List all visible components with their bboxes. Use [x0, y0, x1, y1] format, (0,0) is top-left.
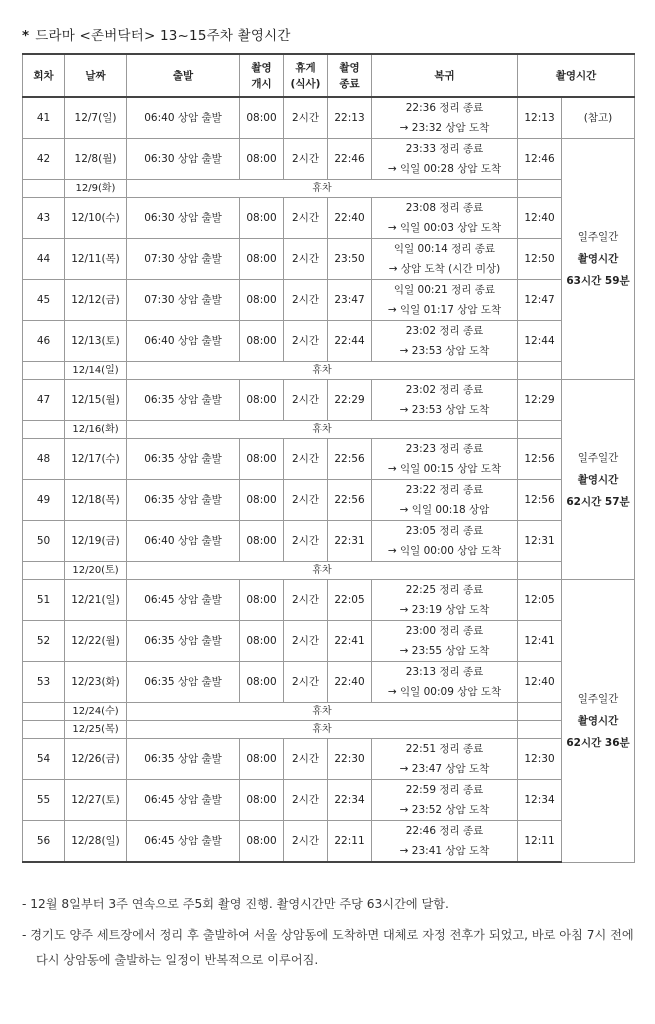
week-summary — [562, 97, 635, 139]
row-departure: 06:45 상암 출발 — [127, 780, 240, 821]
header-start-line2: 개시 — [251, 77, 272, 90]
row-no: 46 — [23, 321, 65, 362]
week-summary-line: 63시간 59분 — [566, 275, 630, 287]
row-break: 2시간 — [284, 621, 328, 662]
return-wrap-time: 23:00 정리 종료 — [405, 625, 484, 637]
row-break: 2시간 — [284, 139, 328, 180]
row-break: 2시간 — [284, 380, 328, 421]
row-end: 22:41 — [328, 621, 372, 662]
header-start-line1: 촬영 — [251, 61, 272, 74]
row-return — [372, 662, 518, 703]
return-wrap-time: 23:08 정리 종료 — [405, 202, 484, 214]
return-wrap-time: 23:33 정리 종료 — [405, 143, 484, 155]
return-wrap-time: 익일 00:21 정리 종료 — [393, 284, 496, 296]
row-end: 22:13 — [328, 97, 372, 139]
row-date: 12/28(일) — [65, 821, 127, 863]
shoot-day-row — [23, 780, 635, 821]
row-date: 12/10(수) — [65, 198, 127, 239]
week-summary-line: 62시간 57분 — [566, 495, 630, 508]
row-departure: 06:30 상암 출발 — [127, 139, 240, 180]
shoot-day-row — [23, 662, 635, 703]
return-arrival: → 익일 00:09 상암 도착 — [387, 686, 502, 698]
row-no: 53 — [23, 662, 65, 703]
row-no: 42 — [23, 139, 65, 180]
row-departure: 06:40 상암 출발 — [127, 321, 240, 362]
row-no: 50 — [23, 521, 65, 562]
rest-label: 휴차 — [127, 421, 518, 439]
row-return — [372, 198, 518, 239]
footnotes — [22, 892, 642, 979]
row-end: 22:30 — [328, 739, 372, 780]
shoot-day-row — [23, 739, 635, 780]
row-departure: 06:35 상암 출발 — [127, 480, 240, 521]
rest-label: 휴차 — [127, 562, 518, 580]
row-end: 22:56 — [328, 439, 372, 480]
row-departure: 06:40 상암 출발 — [127, 97, 240, 139]
row-break: 2시간 — [284, 280, 328, 321]
row-hours: 12:11 — [518, 821, 562, 863]
row-hours: 12:41 — [518, 621, 562, 662]
header-return: 복귀 — [372, 54, 518, 97]
footnote-1: - 12월 8일부터 3주 연속으로 주5회 촬영 진행. 촬영시간만 주당 63시간에 달함. — [22, 897, 449, 911]
row-break: 2시간 — [284, 739, 328, 780]
row-break: 2시간 — [284, 821, 328, 863]
return-arrival: → 23:41 상암 도착 — [399, 845, 490, 857]
row-return — [372, 480, 518, 521]
return-arrival: → 23:19 상암 도착 — [399, 604, 490, 616]
row-hours — [518, 703, 562, 721]
row-end: 23:50 — [328, 239, 372, 280]
row-start: 08:00 — [240, 521, 284, 562]
header-start — [240, 54, 284, 97]
footnote-2: - 경기도 양주 세트장에서 정리 후 출발하여 서울 상암동에 도착하면 대체로 자정 전후가 되었고, 바로 아침 7시 전에 다시 상암동에 출발하는 일정이 반복적으로 이루어짐. — [22, 928, 634, 967]
shoot-day-row — [23, 480, 635, 521]
row-date: 12/23(화) — [65, 662, 127, 703]
rest-label: 휴차 — [127, 362, 518, 380]
row-hours: 12:30 — [518, 739, 562, 780]
shoot-day-row — [23, 198, 635, 239]
row-no: 55 — [23, 780, 65, 821]
return-arrival: → 익일 00:28 상암 도착 — [387, 163, 502, 175]
rest-day-row — [23, 362, 635, 380]
row-end: 22:46 — [328, 139, 372, 180]
row-start: 08:00 — [240, 280, 284, 321]
return-wrap-time: 23:13 정리 종료 — [405, 666, 484, 678]
row-start: 08:00 — [240, 198, 284, 239]
row-hours: 12:47 — [518, 280, 562, 321]
row-hours — [518, 362, 562, 380]
row-no: 56 — [23, 821, 65, 863]
row-return — [372, 380, 518, 421]
row-start: 08:00 — [240, 780, 284, 821]
return-wrap-time: 23:02 정리 종료 — [405, 384, 484, 396]
row-no: 48 — [23, 439, 65, 480]
row-date: 12/8(월) — [65, 139, 127, 180]
row-departure: 06:30 상암 출발 — [127, 198, 240, 239]
row-no: 51 — [23, 580, 65, 621]
row-start: 08:00 — [240, 380, 284, 421]
row-date: 12/17(수) — [65, 439, 127, 480]
row-return — [372, 139, 518, 180]
week-summary — [562, 380, 635, 580]
row-hours — [518, 721, 562, 739]
row-start: 08:00 — [240, 662, 284, 703]
week-summary — [562, 139, 635, 380]
week-summary-line: 일주일간 — [577, 231, 619, 243]
row-departure: 06:35 상암 출발 — [127, 739, 240, 780]
return-wrap-time: 23:23 정리 종료 — [405, 443, 484, 455]
week-summary-line: 일주일간 — [577, 692, 619, 705]
row-date: 12/16(화) — [65, 421, 127, 439]
row-no: 41 — [23, 97, 65, 139]
row-end: 22:40 — [328, 198, 372, 239]
row-hours: 12:29 — [518, 380, 562, 421]
rest-label: 휴차 — [127, 721, 518, 739]
row-date: 12/24(수) — [65, 703, 127, 721]
return-arrival: → 익일 00:15 상암 도착 — [387, 463, 502, 475]
return-wrap-time: 익일 00:14 정리 종료 — [393, 243, 496, 255]
row-date: 12/7(일) — [65, 97, 127, 139]
row-start: 08:00 — [240, 580, 284, 621]
row-hours: 12:40 — [518, 662, 562, 703]
rest-day-row — [23, 421, 635, 439]
row-date: 12/21(일) — [65, 580, 127, 621]
return-wrap-time: 23:05 정리 종료 — [405, 525, 484, 537]
return-arrival: → 익일 00:18 상암 — [399, 504, 490, 516]
return-arrival: → 익일 00:00 상암 도착 — [387, 545, 502, 557]
row-date: 12/11(목) — [65, 239, 127, 280]
header-departure: 출발 — [127, 54, 240, 97]
row-start: 08:00 — [240, 97, 284, 139]
row-hours: 12:46 — [518, 139, 562, 180]
row-departure: 06:35 상암 출발 — [127, 621, 240, 662]
row-date: 12/22(월) — [65, 621, 127, 662]
row-no — [23, 721, 65, 739]
return-arrival: → 23:53 상암 도착 — [399, 345, 490, 357]
row-no: 52 — [23, 621, 65, 662]
row-date: 12/15(월) — [65, 380, 127, 421]
row-return — [372, 580, 518, 621]
row-return — [372, 521, 518, 562]
row-return — [372, 239, 518, 280]
row-break: 2시간 — [284, 439, 328, 480]
title-text: 드라마 <존버닥터> 13~15주차 촬영시간 — [35, 28, 291, 44]
week-summary-line: 촬영시간 — [577, 473, 619, 486]
document-title — [22, 24, 291, 44]
return-wrap-time: 23:22 정리 종료 — [405, 484, 484, 496]
title-bullet: * — [22, 28, 30, 44]
shoot-day-row — [23, 521, 635, 562]
header-end — [328, 54, 372, 97]
row-no: 49 — [23, 480, 65, 521]
row-hours: 12:05 — [518, 580, 562, 621]
return-arrival: → 23:47 상암 도착 — [399, 763, 490, 775]
return-wrap-time: 22:46 정리 종료 — [405, 825, 484, 837]
row-end: 22:29 — [328, 380, 372, 421]
row-departure: 07:30 상암 출발 — [127, 280, 240, 321]
header-hours: 촬영시간 — [518, 54, 635, 97]
return-wrap-time: 23:02 정리 종료 — [405, 325, 484, 337]
row-break: 2시간 — [284, 480, 328, 521]
return-wrap-time: 22:36 정리 종료 — [405, 102, 484, 114]
rest-day-row — [23, 721, 635, 739]
row-hours: 12:50 — [518, 239, 562, 280]
return-arrival: → 익일 01:17 상암 도착 — [387, 304, 502, 316]
row-date: 12/13(토) — [65, 321, 127, 362]
row-break: 2시간 — [284, 662, 328, 703]
row-end: 22:40 — [328, 662, 372, 703]
schedule-body — [23, 97, 635, 862]
row-departure: 06:40 상암 출발 — [127, 521, 240, 562]
row-break: 2시간 — [284, 580, 328, 621]
schedule-table — [22, 53, 635, 863]
row-date: 12/26(금) — [65, 739, 127, 780]
row-date: 12/12(금) — [65, 280, 127, 321]
week-summary-line: 62시간 36분 — [566, 736, 630, 749]
rest-day-row — [23, 180, 635, 198]
row-start: 08:00 — [240, 239, 284, 280]
row-hours: 12:40 — [518, 198, 562, 239]
row-date: 12/25(목) — [65, 721, 127, 739]
row-hours: 12:31 — [518, 521, 562, 562]
row-hours: 12:34 — [518, 780, 562, 821]
row-no — [23, 180, 65, 198]
shoot-day-row — [23, 139, 635, 180]
header-break-line2: (식사) — [290, 77, 321, 90]
row-departure: 06:35 상암 출발 — [127, 439, 240, 480]
row-return — [372, 280, 518, 321]
row-departure: 06:45 상암 출발 — [127, 821, 240, 863]
row-no: 47 — [23, 380, 65, 421]
header-break-line1: 휴게 — [295, 61, 316, 74]
return-wrap-time: 22:51 정리 종료 — [405, 743, 484, 755]
row-break: 2시간 — [284, 97, 328, 139]
row-return — [372, 97, 518, 139]
row-return — [372, 821, 518, 863]
row-date: 12/18(목) — [65, 480, 127, 521]
row-end: 22:31 — [328, 521, 372, 562]
row-no — [23, 703, 65, 721]
row-date: 12/9(화) — [65, 180, 127, 198]
week-summary — [562, 580, 635, 863]
shoot-day-row — [23, 280, 635, 321]
shoot-day-row — [23, 439, 635, 480]
row-start: 08:00 — [240, 739, 284, 780]
row-hours — [518, 180, 562, 198]
row-date: 12/27(토) — [65, 780, 127, 821]
row-hours: 12:13 — [518, 97, 562, 139]
row-return — [372, 321, 518, 362]
shoot-day-row — [23, 321, 635, 362]
row-start: 08:00 — [240, 821, 284, 863]
row-return — [372, 439, 518, 480]
row-date: 12/19(금) — [65, 521, 127, 562]
row-end: 23:47 — [328, 280, 372, 321]
week-summary-line: 일주일간 — [577, 451, 619, 464]
row-departure: 06:35 상암 출발 — [127, 380, 240, 421]
row-end: 22:44 — [328, 321, 372, 362]
row-break: 2시간 — [284, 321, 328, 362]
shoot-day-row — [23, 621, 635, 662]
return-arrival: → 익일 00:03 상암 도착 — [387, 222, 502, 234]
row-departure: 07:30 상암 출발 — [127, 239, 240, 280]
shoot-day-row — [23, 580, 635, 621]
header-break — [284, 54, 328, 97]
row-end: 22:05 — [328, 580, 372, 621]
shoot-day-row — [23, 380, 635, 421]
return-arrival: → 23:53 상암 도착 — [399, 404, 490, 416]
row-break: 2시간 — [284, 239, 328, 280]
shoot-day-row — [23, 239, 635, 280]
row-hours: 12:56 — [518, 480, 562, 521]
row-no: 45 — [23, 280, 65, 321]
row-no: 44 — [23, 239, 65, 280]
week-summary-line: 촬영시간 — [577, 714, 619, 727]
row-hours — [518, 421, 562, 439]
header-end-line2: 종료 — [339, 77, 360, 90]
rest-label: 휴차 — [127, 703, 518, 721]
row-start: 08:00 — [240, 139, 284, 180]
return-wrap-time: 22:25 정리 종료 — [405, 584, 484, 596]
week-summary-line: (참고) — [583, 112, 613, 124]
row-hours: 12:44 — [518, 321, 562, 362]
row-end: 22:56 — [328, 480, 372, 521]
row-return — [372, 780, 518, 821]
shoot-day-row — [23, 97, 635, 139]
row-no — [23, 362, 65, 380]
header-row — [23, 54, 635, 97]
rest-day-row — [23, 703, 635, 721]
header-end-line1: 촬영 — [339, 61, 360, 74]
week-summary-line: 촬영시간 — [577, 253, 619, 265]
rest-label: 휴차 — [127, 180, 518, 198]
row-return — [372, 739, 518, 780]
row-no — [23, 562, 65, 580]
row-break: 2시간 — [284, 521, 328, 562]
row-start: 08:00 — [240, 321, 284, 362]
row-start: 08:00 — [240, 621, 284, 662]
row-return — [372, 621, 518, 662]
row-start: 08:00 — [240, 480, 284, 521]
header-date: 날짜 — [65, 54, 127, 97]
return-arrival: → 상암 도착 (시간 미상) — [388, 263, 501, 275]
return-arrival: → 23:52 상암 도착 — [399, 804, 490, 816]
row-end: 22:11 — [328, 821, 372, 863]
row-end: 22:34 — [328, 780, 372, 821]
row-start: 08:00 — [240, 439, 284, 480]
return-arrival: → 23:55 상암 도착 — [399, 645, 490, 657]
rest-day-row — [23, 562, 635, 580]
shoot-day-row — [23, 821, 635, 863]
row-hours: 12:56 — [518, 439, 562, 480]
row-hours — [518, 562, 562, 580]
row-date: 12/14(일) — [65, 362, 127, 380]
row-no — [23, 421, 65, 439]
row-departure: 06:35 상암 출발 — [127, 662, 240, 703]
row-no: 54 — [23, 739, 65, 780]
return-arrival: → 23:32 상암 도착 — [399, 122, 490, 134]
row-departure: 06:45 상암 출발 — [127, 580, 240, 621]
return-wrap-time: 22:59 정리 종료 — [405, 784, 484, 796]
row-no: 43 — [23, 198, 65, 239]
row-date: 12/20(토) — [65, 562, 127, 580]
row-break: 2시간 — [284, 198, 328, 239]
row-break: 2시간 — [284, 780, 328, 821]
header-no: 회차 — [23, 54, 65, 97]
